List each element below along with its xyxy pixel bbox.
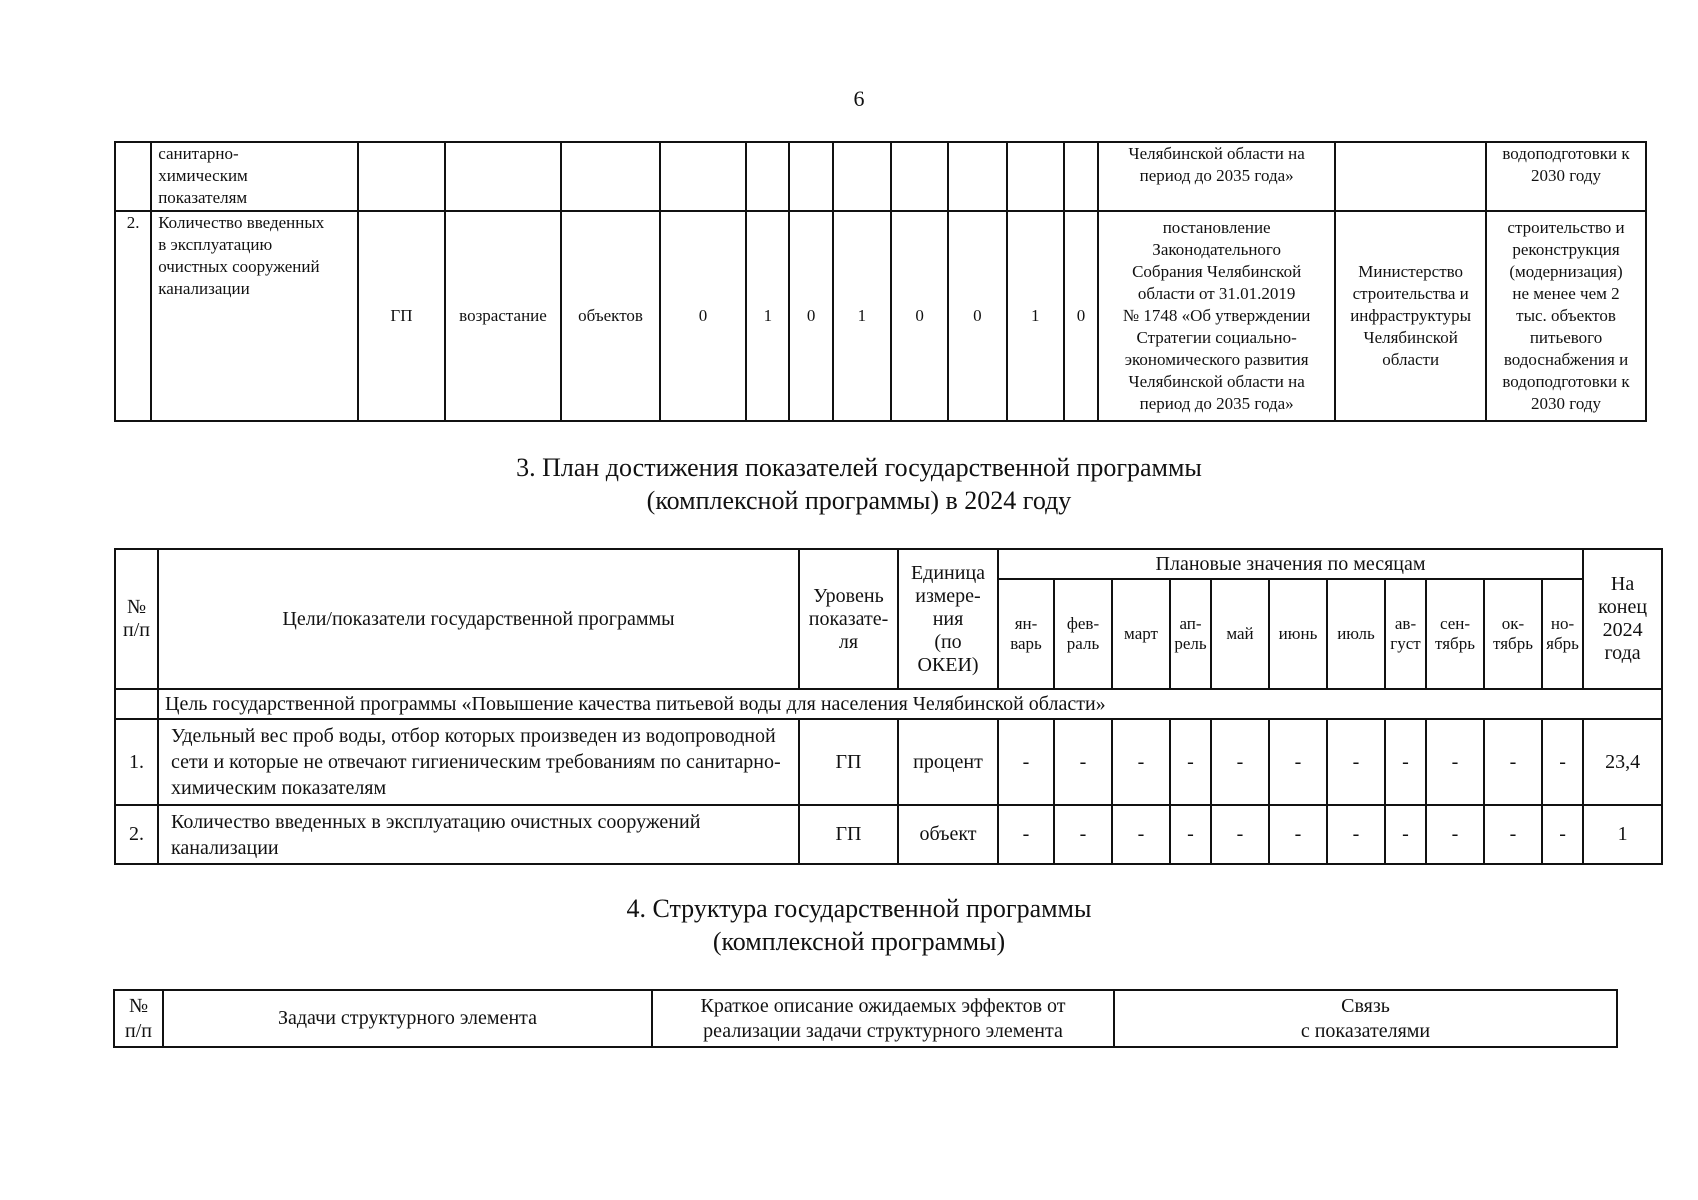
plan-table	[114, 548, 1663, 865]
value-cell: 0	[891, 211, 948, 421]
indicators-table-continued	[114, 141, 1647, 422]
month-value: -	[1269, 805, 1327, 864]
goal-row	[115, 689, 1662, 719]
level-cell: ГП	[799, 719, 898, 805]
header-month: ян- варь	[998, 579, 1054, 689]
month-value: -	[1484, 805, 1542, 864]
responsible-cell: Министерство строительства и инфраструктуры Челябинской области	[1335, 211, 1486, 421]
header-goals: Цели/показатели государственной программы	[158, 549, 799, 689]
month-value: -	[1170, 719, 1211, 805]
indicator-cell: санитарно- химическим показателям	[151, 142, 358, 211]
header-link: Связь с показателями	[1114, 990, 1617, 1047]
month-value: -	[998, 805, 1054, 864]
level-cell: ГП	[799, 805, 898, 864]
month-value: -	[1385, 719, 1426, 805]
month-value: -	[1211, 719, 1269, 805]
header-month: июнь	[1269, 579, 1327, 689]
header-months-group: Плановые значения по месяцам	[998, 549, 1583, 579]
end-value: 1	[1583, 805, 1662, 864]
row-number: 2.	[115, 805, 158, 864]
month-value: -	[1426, 719, 1484, 805]
value-cell: 1	[746, 211, 789, 421]
header-month: фев- раль	[1054, 579, 1112, 689]
header-month: март	[1112, 579, 1170, 689]
header-level: Уровень показате- ля	[799, 549, 898, 689]
value-cell: 0	[948, 211, 1006, 421]
unit-cell: процент	[898, 719, 998, 805]
table-row	[115, 805, 1662, 864]
goal-text: Цель государственной программы «Повышение качества питьевой воды для населения Челябинской области»	[158, 689, 1662, 719]
header-month: ап- рель	[1170, 579, 1211, 689]
result-cell: водоподготовки к 2030 году	[1486, 142, 1646, 211]
header-month: июль	[1327, 579, 1385, 689]
month-value: -	[1542, 805, 1583, 864]
indicator-name: Количество введенных в эксплуатацию очистных сооружений канализации	[158, 805, 799, 864]
indicator-name: Удельный вес проб воды, отбор которых произведен из водопроводной сети и которые не отвечают гигиеническим требованиям по санитарно-химическим показателям	[158, 719, 799, 805]
value-cell: 0	[660, 211, 746, 421]
month-value: -	[1484, 719, 1542, 805]
month-value: -	[1327, 719, 1385, 805]
table-header-row	[115, 549, 1662, 579]
month-value: -	[1170, 805, 1211, 864]
document-cell: постановление Законодательного Собрания Челябинской области от 31.01.2019 № 1748 «Об утверждении Стратегии социально- экономического развития Челябинской области на период до 2035 года»	[1098, 211, 1335, 421]
unit-cell: объектов	[561, 211, 660, 421]
page-number: 6	[853, 86, 865, 111]
end-value: 23,4	[1583, 719, 1662, 805]
month-value: -	[1327, 805, 1385, 864]
month-value: -	[1112, 719, 1170, 805]
month-value: -	[1385, 805, 1426, 864]
header-tasks: Задачи структурного элемента	[163, 990, 652, 1047]
header-num: № п/п	[114, 990, 163, 1047]
level-cell: ГП	[358, 211, 444, 421]
table-row	[115, 142, 1646, 211]
table-row	[115, 719, 1662, 805]
month-value: -	[998, 719, 1054, 805]
header-unit: Единица измере- ния (по ОКЕИ)	[898, 549, 998, 689]
section-4-title: 4. Структура государственной программы (комплексной программы)	[626, 894, 1092, 956]
header-num: № п/п	[115, 549, 158, 689]
month-value: -	[1269, 719, 1327, 805]
structure-table	[113, 989, 1618, 1048]
month-value: -	[1426, 805, 1484, 864]
table-header-row	[114, 990, 1617, 1047]
header-month: но- ябрь	[1542, 579, 1583, 689]
document-cell: Челябинской области на период до 2035 года»	[1098, 142, 1335, 211]
month-value: -	[1054, 805, 1112, 864]
header-effects: Краткое описание ожидаемых эффектов от реализации задачи структурного элемента	[652, 990, 1114, 1047]
row-number: 2.	[115, 211, 151, 421]
header-month: ок- тябрь	[1484, 579, 1542, 689]
indicator-cell: Количество введенных в эксплуатацию очистных сооружений канализации	[151, 211, 358, 421]
month-value: -	[1112, 805, 1170, 864]
row-number: 1.	[115, 719, 158, 805]
month-value: -	[1211, 805, 1269, 864]
value-cell: 1	[1007, 211, 1064, 421]
month-value: -	[1542, 719, 1583, 805]
value-cell: 0	[1064, 211, 1098, 421]
value-cell: 1	[833, 211, 891, 421]
result-cell: строительство и реконструкция (модернизация) не менее чем 2 тыс. объектов питьевого водоснабжения и водоподготовки к 2030 году	[1486, 211, 1646, 421]
unit-cell: объект	[898, 805, 998, 864]
header-month: май	[1211, 579, 1269, 689]
value-cell: 0	[789, 211, 832, 421]
header-month: сен- тябрь	[1426, 579, 1484, 689]
month-value: -	[1054, 719, 1112, 805]
section-3-title: 3. План достижения показателей государственной программы (комплексной программы) в 2024 году	[516, 453, 1202, 515]
header-month: ав- густ	[1385, 579, 1426, 689]
table-row	[115, 211, 1646, 421]
header-end: На конец 2024 года	[1583, 549, 1662, 689]
trend-cell: возрастание	[445, 211, 562, 421]
